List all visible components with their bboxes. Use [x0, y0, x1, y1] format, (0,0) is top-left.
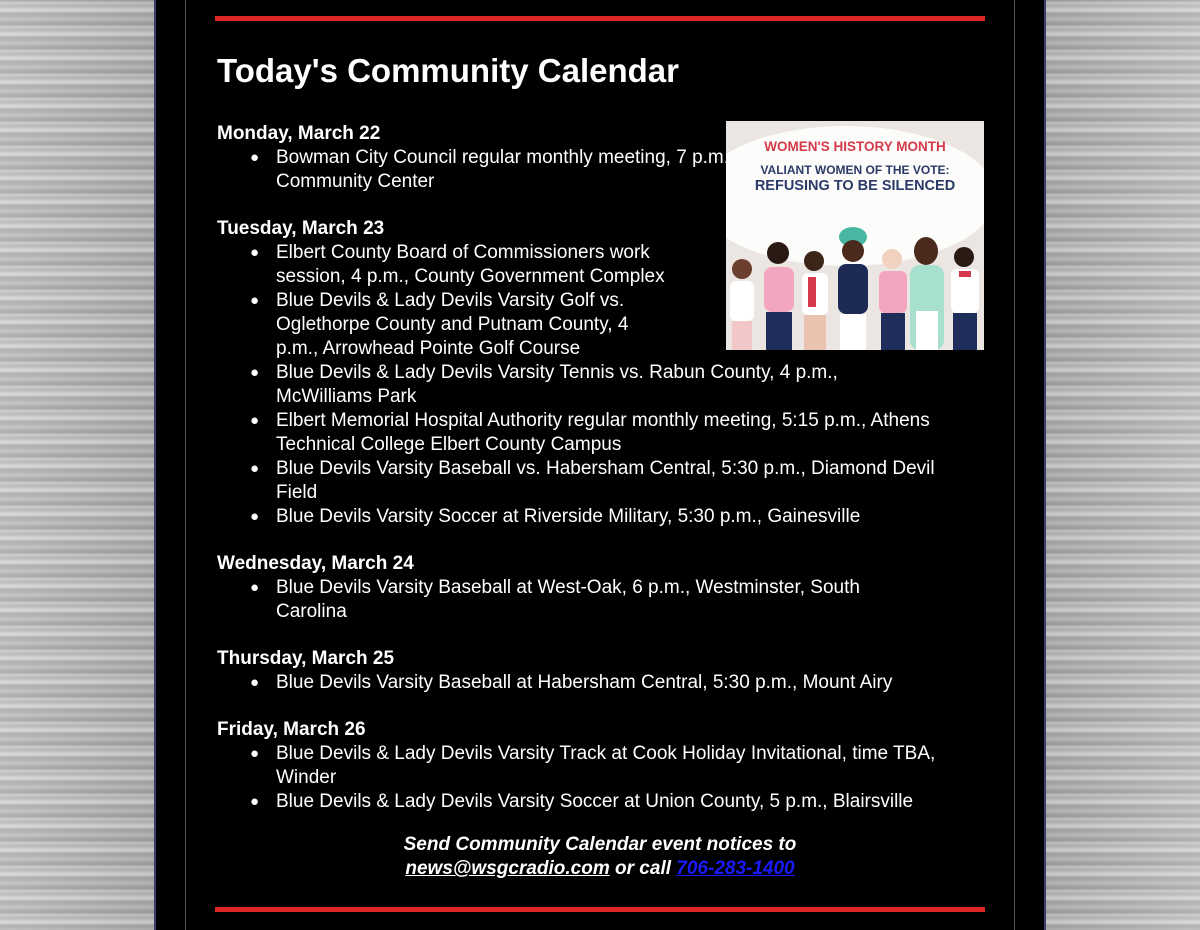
submission-notice	[280, 833, 920, 881]
event-list-wednesday	[217, 576, 992, 624]
list-item: ● Blue Devils Varsity Baseball vs. Habersham Central, 5:30 p.m., Diamond Devil Field	[217, 457, 976, 505]
background-left	[0, 0, 157, 930]
poster-line-2: VALIANT WOMEN OF THE VOTE:	[760, 163, 950, 177]
event-list-monday	[217, 146, 992, 194]
list-item: ● Bowman City Council regular monthly meeting, 7 p.m., Community Center	[217, 146, 756, 194]
event-list-tuesday	[217, 241, 992, 529]
list-item: ● Blue Devils Varsity Baseball at West-Oak, 6 p.m., Westminster, South Carolina	[217, 576, 926, 624]
calendar-content	[217, 122, 992, 814]
or-call-text: or call	[615, 858, 672, 879]
day-heading-thursday: Thursday, March 25	[217, 648, 395, 669]
day-heading-tuesday: Tuesday, March 23	[217, 218, 385, 239]
top-divider	[215, 16, 985, 21]
poster-line-1: WOMEN'S HISTORY MONTH	[764, 139, 946, 154]
poster-line-3: REFUSING TO BE SILENCED	[754, 178, 956, 194]
notice-line: Send Community Calendar event notices to	[403, 834, 797, 855]
bottom-divider	[215, 907, 985, 912]
day-heading-wednesday: Wednesday, March 24	[217, 553, 414, 574]
page-title: Today's Community Calendar	[217, 52, 679, 89]
list-item: ● Blue Devils Varsity Soccer at Riverside Military, 5:30 p.m., Gainesville	[217, 505, 992, 529]
list-item: ● Blue Devils & Lady Devils Varsity Track at Cook Holiday Invitational, time TBA, Winder	[217, 742, 976, 790]
background-right	[1043, 0, 1200, 930]
list-item: ● Elbert County Board of Commissioners work session, 4 p.m., County Government Complex	[217, 241, 701, 289]
event-list-friday	[217, 742, 992, 814]
list-item: ● Blue Devils & Lady Devils Varsity Tennis vs. Rabun County, 4 p.m., McWilliams Park	[217, 361, 916, 409]
list-item: ● Blue Devils & Lady Devils Varsity Golf vs. Oglethorpe County and Putnam County, 4 p.m., Arrowhead Pointe Golf Course	[217, 289, 671, 361]
notice-contact-line	[280, 857, 920, 881]
day-heading-friday: Friday, March 26	[217, 719, 366, 740]
list-item: ● Blue Devils & Lady Devils Varsity Soccer at Union County, 5 p.m., Blairsville	[217, 790, 1056, 814]
phone-link[interactable]: 706-283-1400	[676, 858, 795, 879]
day-heading-monday: Monday, March 22	[217, 123, 381, 144]
list-item: ● Elbert Memorial Hospital Authority regular monthly meeting, 5:15 p.m., Athens Technical College Elbert County Campus	[217, 409, 956, 457]
list-item: ● Blue Devils Varsity Baseball at Habersham Central, 5:30 p.m., Mount Airy	[217, 671, 992, 695]
event-list-thursday	[217, 671, 992, 695]
email-link[interactable]: news@wsgcradio.com	[405, 858, 610, 879]
